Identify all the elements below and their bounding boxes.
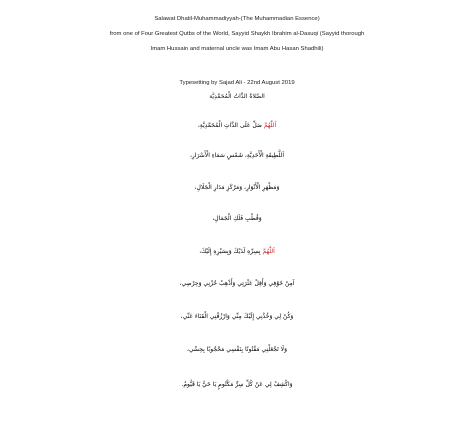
verse-7: وَكُنْ لِي وَخُذْنِي إِلَيْكَ مِنِّي وَارْزُقْنِي الْفَنَاءَ عَنِّي، [180,313,294,320]
header-line-3: Imam Hussain and maternal uncle was Imam Abu Hasan Shadhili) [150,46,324,52]
verse-3: وَمَظْهَرِ الْأَنْوَارِ، وَمَرْكَزِ مَدَارِ الْجَلَالِ، [194,184,280,191]
verse-5-invocation: اَللّٰهُمَّ [262,248,275,255]
verse-1-text: صَلِّ عَلَى الذَّاتِ الْمُحَمَّدِيَّةِ، [197,122,264,129]
verse-8: وَلَا تَجْعَلْنِي مَفْتُونًا بِنَفْسِي مَحْجُوبًا بِحِسِّي، [186,346,287,353]
arabic-subtitle: الصَّلاةُ الذَّاتُ الْمُحَمَّدِيَّة [209,93,265,100]
typesetting-credit: Typesetting by Sajad Ali - 22nd August 2019 [179,80,295,86]
verse-5-text: بِسِرِّهِ لَدَيْكَ وَبِسَيْرِهِ إِلَيْكَ، [199,248,263,255]
verse-2: اَللَّطِيفَةِ الْأَحَدِيَّةِ، شَمْسِ سَمَاءِ الْأَسْرَارِ، [189,152,285,159]
header-title: Salawat Dhatil-Muhammadiyyah-(The Muhammadian Essence) [154,16,320,22]
header-line-2: from one of Four Greatest Qutbs of the World, Sayyid Shaykh Ibrahim al-Dasuqi (Sayyid thorough [109,31,365,37]
verse-1 [0,122,474,129]
verse-1-invocation: اَللّٰهُمَّ [263,122,277,129]
document-header [0,12,474,57]
verse-5 [0,248,474,255]
verse-9: وَاكْشِفْ لِي عَنْ كُلِّ سِرٍّ مَكْتُومٍ يَا حَيُّ يَا قَيُّومُ. [181,381,293,388]
verse-6: آمِنْ خَوْفِي وَأَقِلْ عَثْرَتِي وَأَذْهِبْ حُزْنِي وَحِرْصِي، [179,280,295,287]
verse-4: وَقُطْبِ فَلَكِ الْجَمَالِ، [212,215,262,222]
